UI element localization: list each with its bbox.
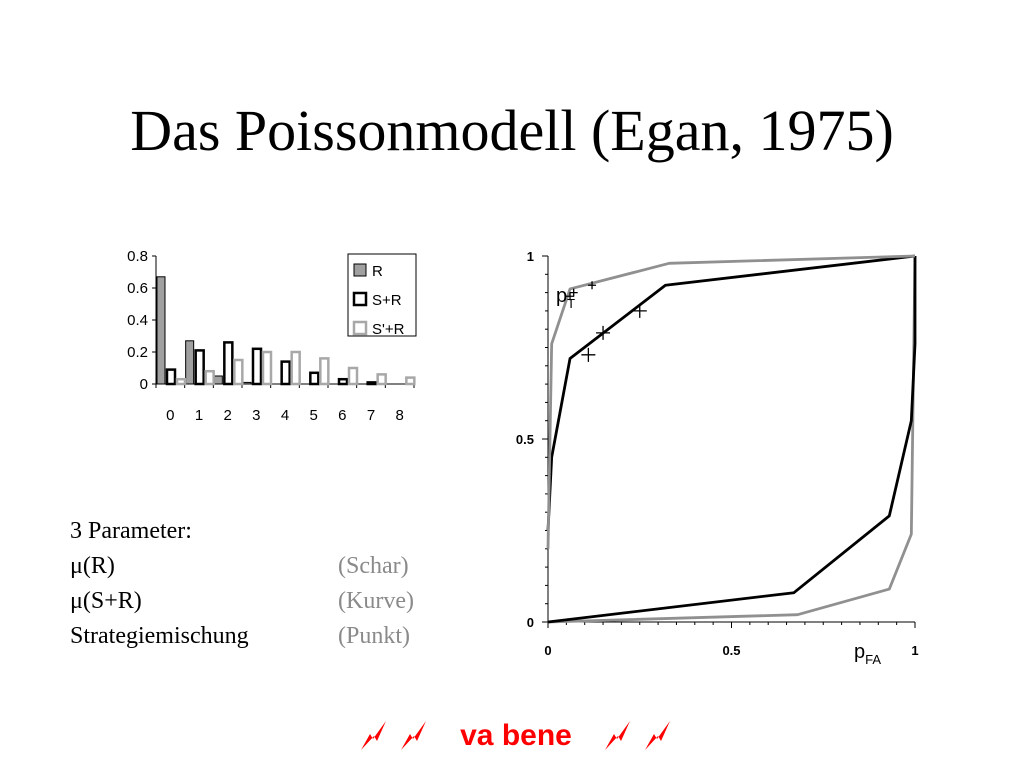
x-axis-label: $p_{FA}$: [854, 641, 882, 667]
roc-curve: [548, 256, 915, 622]
slide-title: Das Poissonmodell (Egan, 1975): [130, 98, 894, 163]
bar: [167, 370, 175, 384]
parameter-label: μ(R): [70, 553, 115, 579]
roc-chart: [490, 240, 940, 680]
poisson-bar-chart: [96, 228, 426, 434]
lightning-icon: [397, 716, 431, 756]
bar: [186, 341, 194, 384]
y-tick-label: 0.4: [127, 312, 148, 329]
x-tick-label: 1: [194, 407, 204, 424]
roc-curve: [548, 256, 915, 549]
bar: [292, 352, 300, 384]
y-tick-label: 0: [139, 376, 148, 393]
x-tick-label: 8: [395, 407, 404, 424]
bar: [282, 362, 290, 384]
bar: [310, 373, 318, 384]
bar: [177, 379, 185, 384]
bar: [349, 368, 357, 384]
legend-swatch: [354, 264, 366, 276]
parameter-heading: 3 Parameter:: [70, 518, 192, 544]
x-tick-label: 0.5: [722, 643, 741, 658]
lightning-icon: [357, 716, 391, 756]
parameter-note: (Schar): [338, 553, 409, 579]
bar: [214, 376, 222, 384]
y-tick-label: 0.8: [127, 248, 148, 265]
y-axis-label: $p_T$: [556, 285, 576, 311]
y-tick-label: 0.2: [127, 344, 148, 361]
bar: [406, 378, 414, 384]
bar: [339, 379, 347, 384]
va-bene-banner: [346, 712, 686, 760]
bar: [243, 382, 251, 384]
data-point-marker: [633, 304, 647, 318]
y-tick-label: 0: [526, 615, 534, 630]
x-tick-label: 6: [338, 407, 347, 424]
parameter-label: Strategiemischung: [70, 623, 249, 649]
bar: [253, 349, 261, 384]
bar: [263, 352, 271, 384]
parameter-row: [70, 549, 414, 584]
lightning-icon: [641, 716, 675, 756]
parameter-note: (Punkt): [338, 623, 410, 649]
parameter-note: (Kurve): [338, 588, 414, 614]
parameter-list: [70, 514, 414, 654]
x-tick-label: 0: [166, 407, 175, 424]
x-tick-label: 4: [280, 407, 290, 424]
x-tick-label: 2: [223, 407, 232, 424]
bar: [234, 360, 242, 384]
y-tick-label: 0.5: [515, 432, 534, 447]
bar: [320, 358, 328, 384]
bar: [206, 371, 214, 384]
parameter-row: [70, 584, 414, 619]
x-tick-label: 0: [544, 643, 552, 658]
x-tick-label: 7: [366, 407, 376, 424]
bar: [196, 350, 204, 384]
x-tick-label: 1: [911, 643, 919, 658]
legend-label: R: [372, 263, 383, 280]
roc-curve: [548, 256, 915, 531]
bar: [224, 342, 232, 384]
roc-curve: [548, 256, 915, 622]
lightning-icon: [601, 716, 635, 756]
parameter-label: μ(S+R): [70, 588, 142, 614]
bar: [157, 277, 165, 384]
va-bene-text: va bene: [460, 719, 572, 752]
x-tick-label: 3: [252, 407, 261, 424]
bar: [378, 374, 386, 384]
bar: [368, 382, 376, 384]
legend-label: S+R: [372, 292, 402, 309]
legend-label: S'+R: [372, 321, 405, 338]
y-tick-label: 1: [526, 249, 534, 264]
x-tick-label: 5: [309, 407, 318, 424]
parameter-row: [70, 619, 414, 654]
y-tick-label: 0.6: [127, 280, 148, 297]
